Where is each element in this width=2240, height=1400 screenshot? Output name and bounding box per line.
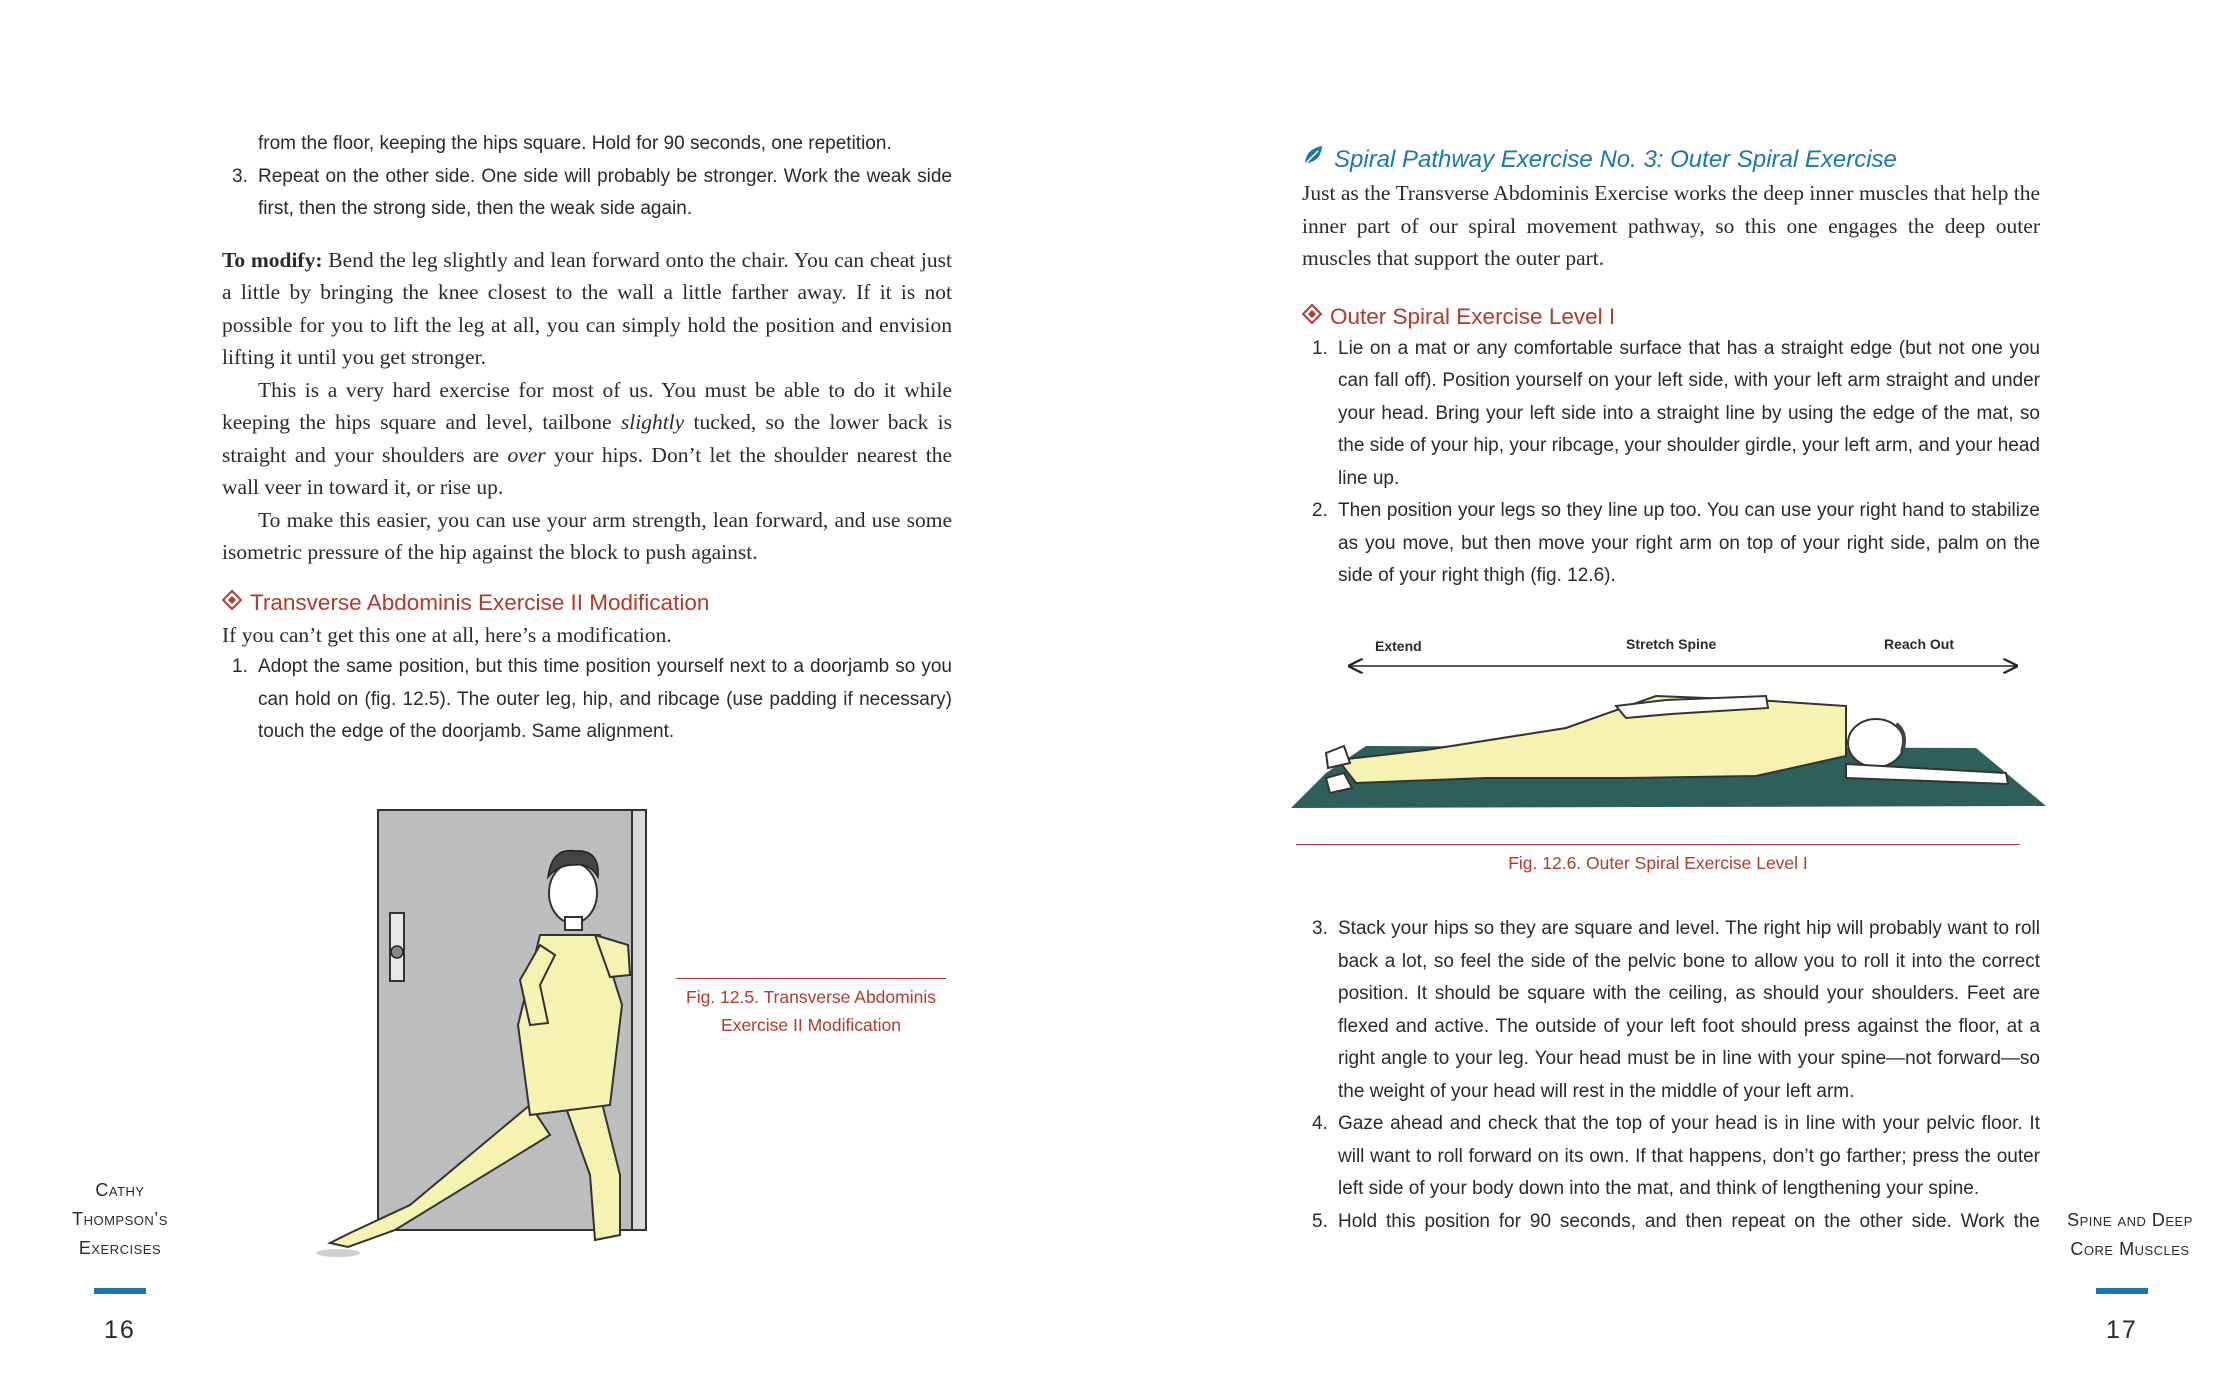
modify-text: Bend the leg slightly and lean forward onto the chair. You can cheat just a little by bringing the knee closest to the wall a little farther away. If it is not possible for you to lift the leg at all, you can simply hold the position and envision lifting it until you get stronger. [222,247,952,369]
list-text: Stack your hips so they are square and level. The right hip will probably want to roll back a lot, so feel the side of the pelvic bone to allow you to roll it into the correct position. It should be square with the ceiling, as should your shoulders. Feet are flexed and active. The outside of your left foot should press against the floor, at a right angle to your leg. Your head must be in line with your spine—not forward—so the weight of your head will rest in the middle of your left arm. [1338,918,2040,1102]
footer-line: Thompson’s [72,1209,168,1229]
list-number: 5. [1312,1210,1328,1232]
list-text: Repeat on the other side. One side will probably be stronger. Work the weak side first, then the strong side, then the weak side again. [258,165,952,219]
list-number: 4. [1312,1113,1328,1134]
modify-paragraph [222,244,952,374]
list-text: Hold this position for 90 seconds, and then repeat on the other side. Work the [1338,1210,2040,1232]
leaf-bullet-icon [1302,143,1326,177]
section-heading [222,587,952,619]
page-number: 17 [2106,1316,2138,1344]
heading-text: Outer Spiral Exercise Level I [1330,303,1616,329]
footer-line: Core Muscles [2070,1239,2190,1259]
caption-rule [1296,844,2020,845]
list-item-continuation: from the floor, keeping the hips square. Hold for 90 seconds, one repetition. [258,133,892,154]
section-intro: Just as the Transverse Abdominis Exercise works the deep inner muscles that help the inner part of our spiral movement pathway, so this one engages the deep outer muscles that support the outer part. [1302,181,2040,270]
left-page-text [222,128,952,749]
para-emphasis: slightly [620,410,685,434]
list-number: 1. [1312,337,1328,359]
page-number: 16 [104,1316,136,1344]
figure-doorjamb-illustration [290,805,690,1265]
list-item-5 [1302,1206,2040,1239]
figure-12-5-caption-block [676,978,946,1039]
list-number: 2. [1312,500,1328,521]
figure-label-stretch-spine: Stretch Spine [1626,636,1717,652]
figure-caption-line: Fig. 12.5. Transverse Abdominis [686,987,936,1007]
para-text: tucked, so the lower back is straight and your shoulders are [222,410,952,467]
list-item-3 [1302,913,2040,1108]
figure-side-lying-illustration [1286,628,2046,818]
footer-line: Cathy [95,1180,145,1200]
figure-label-extend: Extend [1375,638,1422,654]
left-running-footer [50,1176,190,1263]
list-text: Lie on a mat or any comfortable surface that has a straight edge (but not one you can fall off). Position yourself on your left side, with your left arm straight and under your head. Bring your left side into a straight line by using the edge of the mat, so the side of your hip, your ribcage, your shoulder girdle, your left arm, and your head line up. [1338,337,2040,489]
figure-caption-line: Exercise II Modification [721,1015,901,1035]
footer-line: Spine and Deep [2067,1210,2193,1230]
figure-caption: Fig. 12.6. Outer Spiral Exercise Level I [1508,853,1808,873]
level-heading [1302,301,2040,333]
list-text: Gaze ahead and check that the top of your head is in line with your pelvic floor. It will want to roll forward on its own. If that happens, don’t go farther; press the outer left side of your body down into the mat, and think of lengthening your spine. [1338,1113,2040,1199]
modify-label: To modify: [222,247,323,272]
list-text: Adopt the same position, but this time position yourself next to a doorjamb so you can hold on (fig. 12.5). The outer leg, hip, and ribcage (use padding if necessary) touch the edge of the doorjamb. Same alignment. [258,656,952,742]
heading-text: Spiral Pathway Exercise No. 3: Outer Spiral Exercise [1334,146,1897,173]
caption-rule [676,978,946,979]
right-page-text-bottom [1302,913,2040,1238]
footer-accent-bar [94,1288,146,1294]
para-emphasis: over [507,442,546,467]
diamond-bullet-icon [1302,301,1322,333]
footer-line: Exercises [78,1238,162,1258]
heading-text: Transverse Abdominis Exercise II Modification [250,589,710,615]
paragraph-hard-exercise [222,374,952,504]
list-item-2 [1302,495,2040,593]
intro-line: If you can’t get this one at all, here’s a modification. [222,622,672,647]
list-number: 1. [232,656,248,677]
section-heading [1302,143,2040,177]
para-text: This is a very hard exercise for most of us. You must be able to do it while keeping the hips square and level, tailbone [222,377,952,434]
paragraph-easier: To make this easier, you can use your arm strength, lean forward, and use some isometric pressure of the hip against the block to push against. [222,507,952,564]
figure-label-reach-out: Reach Out [1884,636,1955,652]
diamond-bullet-icon [222,587,242,619]
right-running-footer [2040,1206,2220,1264]
list-item-1 [1302,333,2040,496]
figure-12-6-caption-block [1296,844,2020,877]
list-item-4 [1302,1108,2040,1206]
list-item-3 [222,161,952,226]
right-page-text-top [1302,143,2040,593]
list-number: 3. [1312,918,1328,939]
list-number: 3. [232,165,248,187]
list-item-1 [222,651,952,749]
footer-accent-bar [2096,1288,2148,1294]
para-text: your hips. Don’t let the shoulder nearest the wall veer in toward it, or rise up. [222,442,952,499]
list-text: Then position your legs so they line up too. You can use your right hand to stabilize as you move, but then move your right arm on top of your right side, palm on the side of your right thigh (fig. 12.6). [1338,500,2040,586]
